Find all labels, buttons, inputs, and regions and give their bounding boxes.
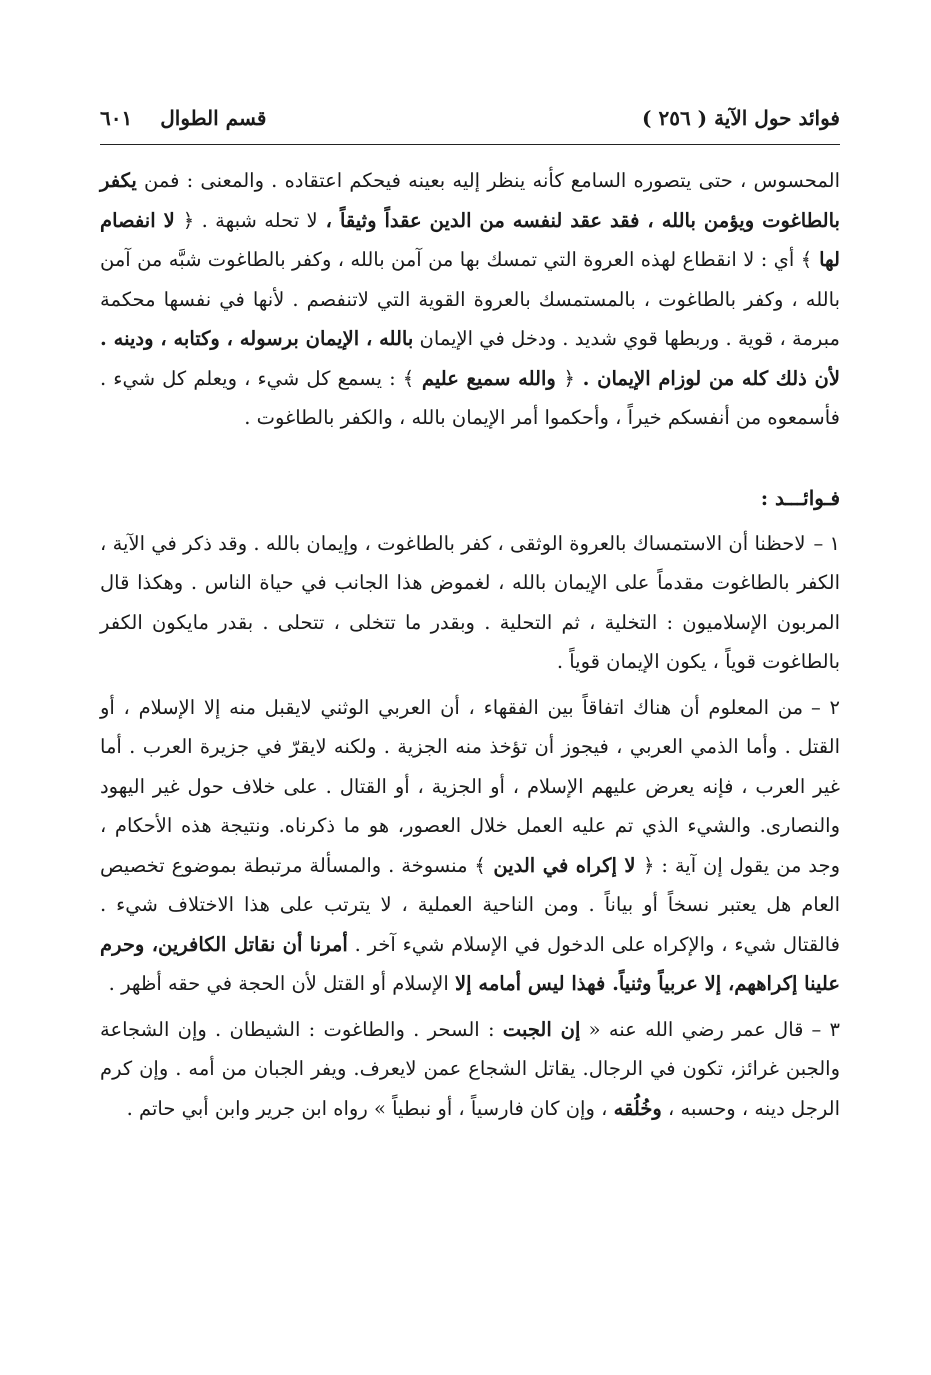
point-text: لاحظنا أن الاستمساك بالعروة الوثقى ، كفر بالطاغوت ، وإيمان بالله . وقد ذكر في الآية ، الكفر بالطاغوت مقدماً على الإيمان بالله ، لغموض هذا الجانب في حياة الناس . وهكذا قال المربون الإسلاميون : التخلية ، ثم التحلية . وبقدر ما تتخلى ، تتحلى . بقدر مايكون الكفر بالطاغوت قوياً ، يكون الإيمان قوياً . <box>100 531 840 673</box>
quran-bracket-open: ﴿ <box>643 853 655 877</box>
fawaid-heading: فـوائـــد : <box>760 485 840 510</box>
point-number: ٢ – <box>811 695 840 719</box>
point-number: ١ – <box>813 531 840 555</box>
point-text: منسوخة . والمسألة مرتبطة بموضوع تخصيص العام هل يعتبر نسخاً أو بياناً . ومن الناحية العملية ، لا يترتب على هذا الاختلاف شيء . فالقتال شيء ، والإكراه على الدخول في الإسلام شيء آخر . <box>100 853 840 956</box>
quran-quote-3: لا إكراه في الدين <box>485 853 643 877</box>
point-bold-text: إن الجبت <box>502 1017 581 1041</box>
point-text: ، وإن كان فارسياً ، أو نبطياً » رواه ابن جرير وابن أبي حاتم . <box>126 1096 614 1120</box>
point-bold-text: أمرنا أن نقاتل الكافرين، وحرم علينا إكراههم، إلا عربياً وثنياً. فهذا ليس أمامه إلا <box>100 932 840 995</box>
intro-text-3: أي : لا انقطاع لهذه العروة التي تمسك بها من آمن بالله ، وكفر بالطاغوت شبَّه من آمن بالله ، وكفر بالطاغوت ، بالمستمسك بالعروة القوية التي لاتنفصم . لأنها في نفسها محكمة مبرمة ، قوية . وربطها قوي شديد . ودخل في الإيمان <box>100 248 840 350</box>
intro-text-2: لا تحله شبهة . <box>194 208 318 232</box>
point-number: ٣ – <box>811 1017 840 1041</box>
quran-bracket-close: ﴾ <box>474 853 486 877</box>
intro-paragraph <box>100 161 840 438</box>
point-text: من المعلوم أن هناك اتفاقاً بين الفقهاء ، أن العربي الوثني لايقبل منه إلا الإسلام ، أو القتل . وأما الذمي العربي ، فيجوز أن تؤخذ منه الجزية . ولكنه لايقرّ في جزيرة العرب . أما غير العرب ، فإنه يعرض عليهم الإسلام ، أو الجزية ، أو القتال . على خلاف حول غير اليهود والنصارى. والشيء الذي تم عليه العمل خلال العصور، هو ما ذكرناه. ونتيجة هذه الأحكام ، وجد من يقول إن آية : <box>100 695 840 877</box>
intro-bold-1: يكفر بالطاغوت ويؤمن بالله ، فقد عقد لنفسه من الدين عقداً وثيقاً ، <box>100 169 840 232</box>
point-3 <box>100 1010 840 1129</box>
section-title: قسم الطوال <box>160 106 267 130</box>
intro-text-1: المحسوس ، حتى يتصوره السامع كأنه ينظر إليه بعينه فيحكم اعتقاده . والمعنى : فمن <box>136 169 840 192</box>
quran-bracket-close: ﴾ <box>402 366 415 390</box>
quran-quote-2: والله سميع عليم <box>414 366 564 390</box>
point-text: : السحر . والطاغوت : الشيطان . وإن الشجاعة والجبن غرائز، تكون في الرجال. يقاتل الشجاع عمن لايعرف. ويفر الجبان من أمه . وإن كرم الرجل دينه ، وحسبه ، <box>100 1017 840 1120</box>
book-page <box>100 100 840 1128</box>
point-2 <box>100 688 840 1004</box>
quran-bracket-open: ﴿ <box>182 208 195 232</box>
quran-bracket-open: ﴿ <box>563 366 575 390</box>
running-header <box>100 100 840 145</box>
quran-bracket-close: ﴾ <box>800 248 813 271</box>
chapter-title: فوائد حول الآية ( ٢٥٦ ) <box>642 106 840 130</box>
point-1 <box>100 524 840 682</box>
quran-quote-1: لا انفصام لها <box>100 208 840 271</box>
page-number: ٦٠١ <box>100 106 133 130</box>
point-text: الإسلام أو القتل لأن الحجة في حقه أظهر . <box>108 972 456 995</box>
section-and-page <box>100 106 266 130</box>
point-text: قال عمر رضي الله عنه « <box>580 1017 804 1041</box>
intro-bold-2: بالله ، الإيمان برسوله ، وكتابه ، ودينه . لأن ذلك كله من لوزام الإيمان . <box>100 327 841 390</box>
intro-text-4: : يسمع كل شيء ، ويعلم كل شيء . فأسمعوه من أنفسكم خيراً ، وأحكموا أمر الإيمان بالله ، والكفر بالطاغوت . <box>100 366 840 429</box>
point-bold-text: وخُلُقه <box>613 1096 662 1120</box>
